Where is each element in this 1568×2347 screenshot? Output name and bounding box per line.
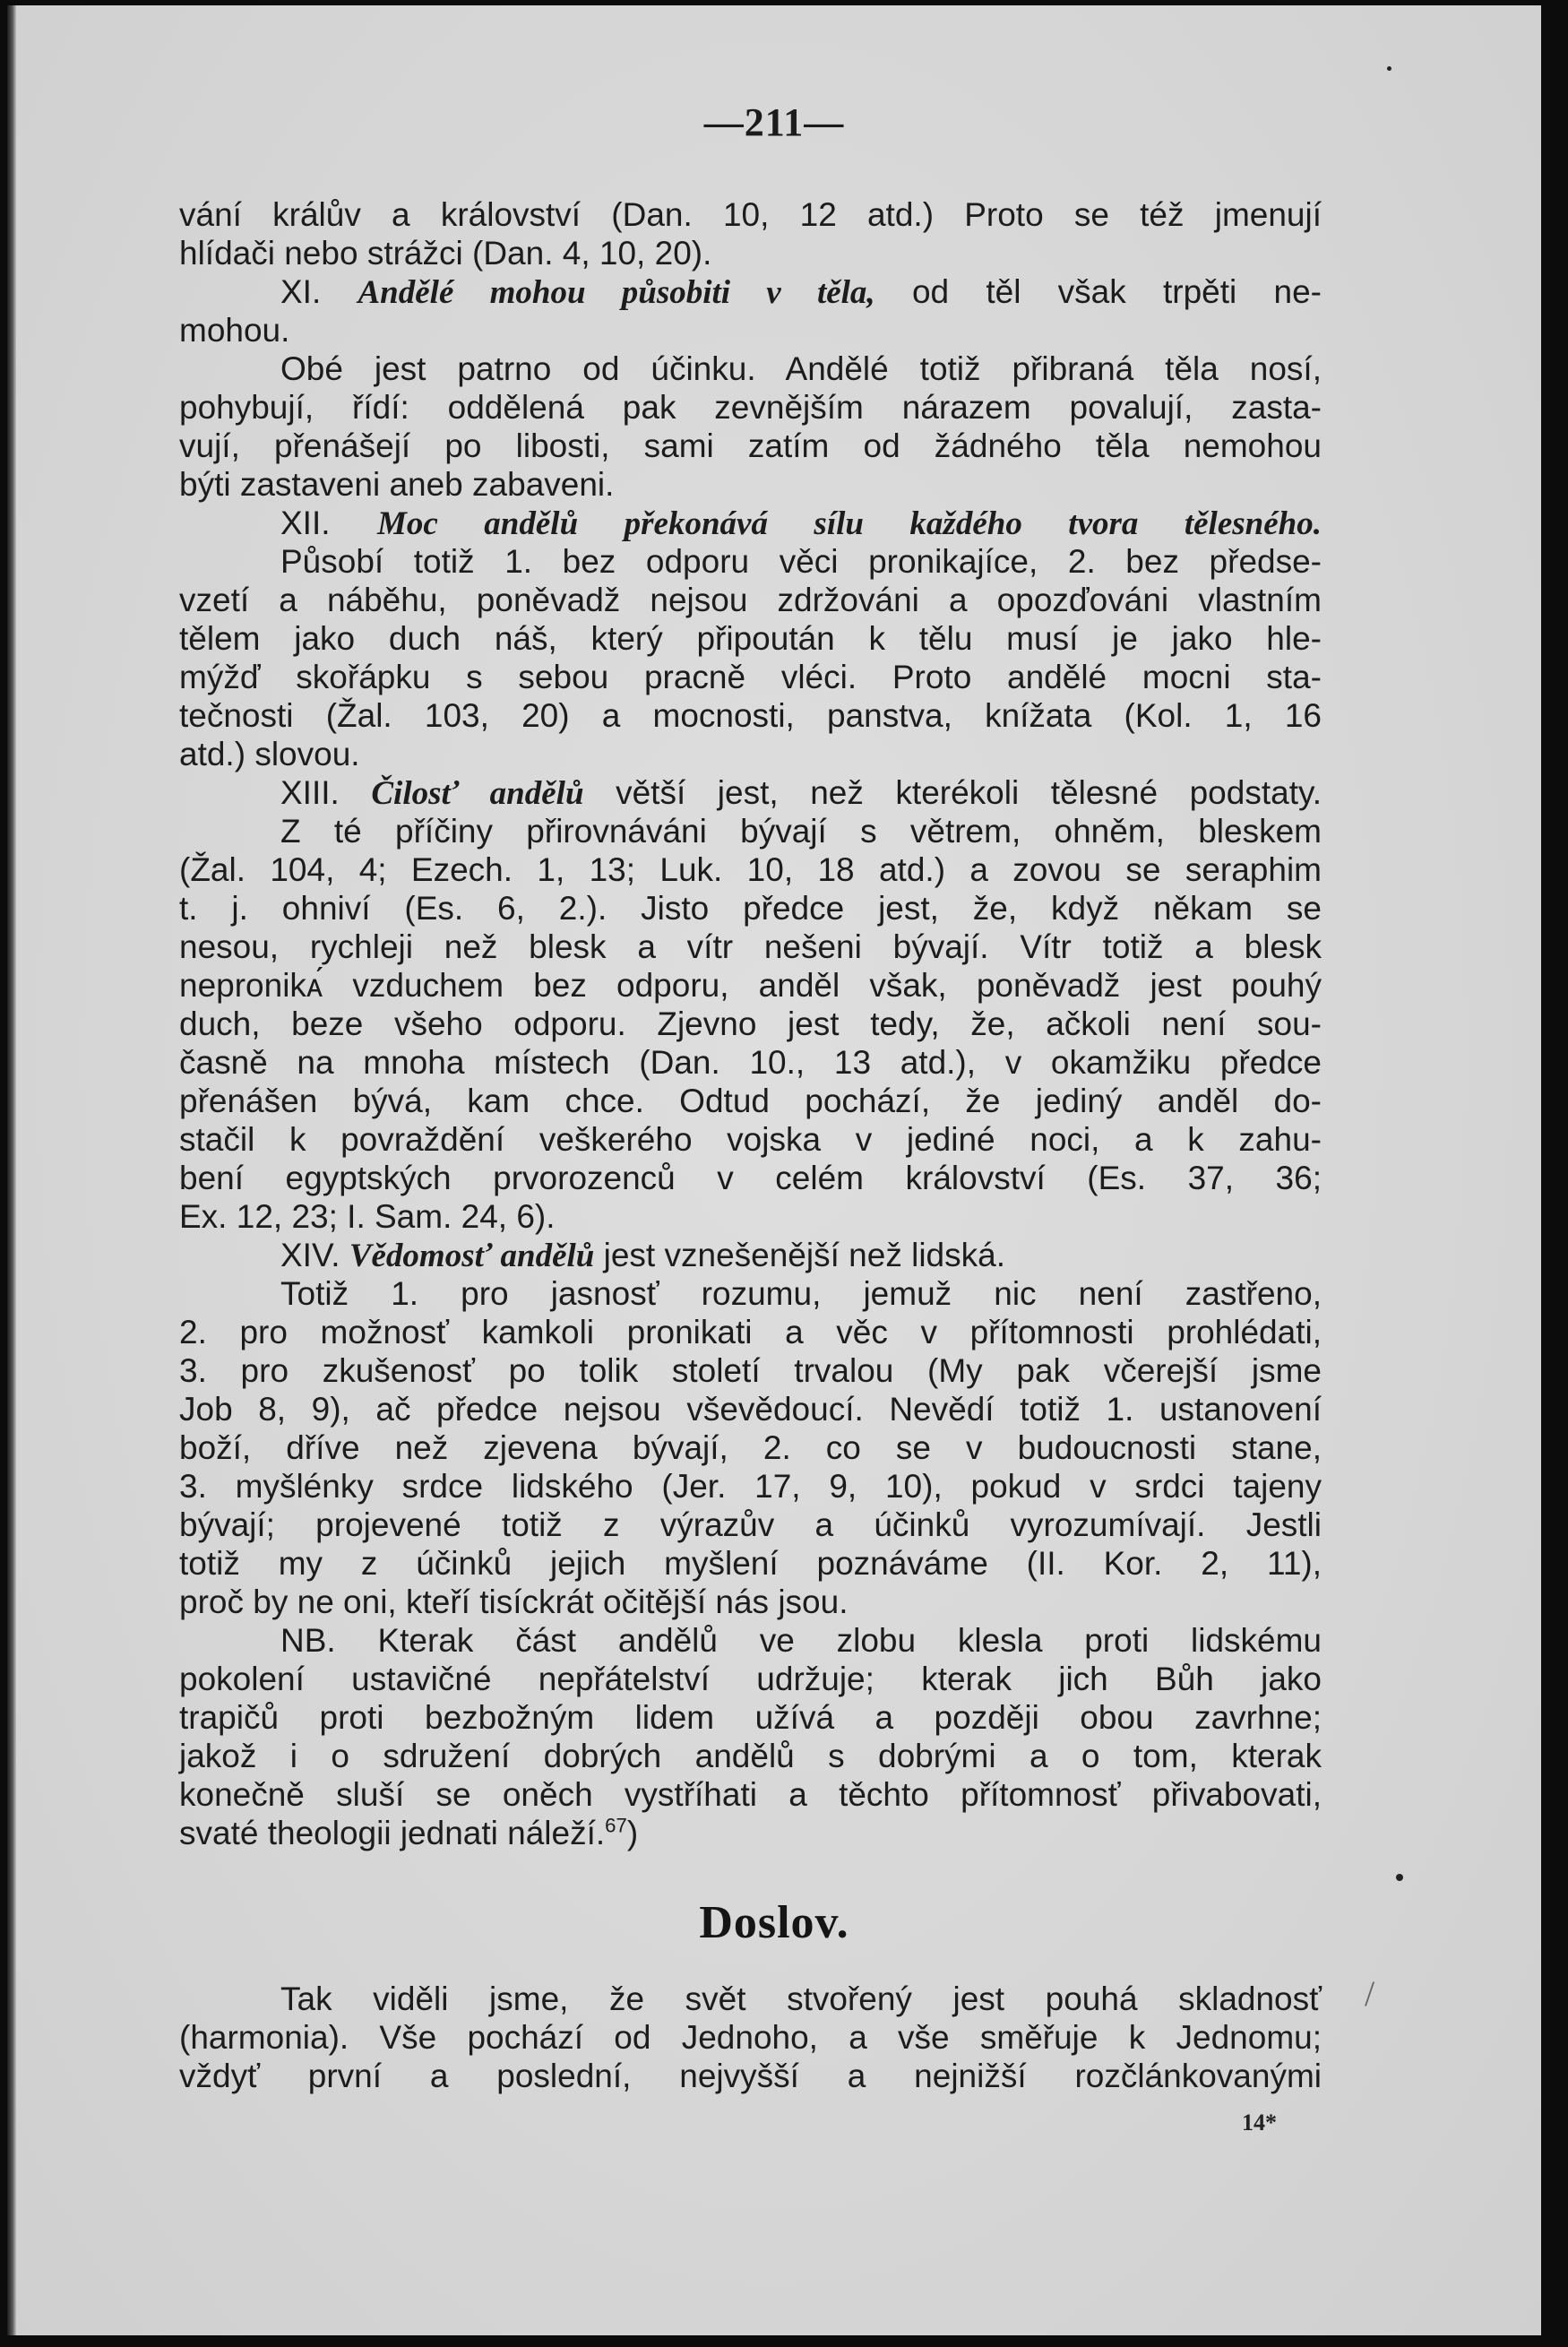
text-line: duch, beze všeho odporu. Zjevno jest tedy, že, ačkoli není sou- [179, 1005, 1322, 1042]
text-line: mýžď skořápku s sebou pracně vléci. Proto andělé mocni sta- [179, 659, 1322, 695]
margin-pencil-mark: / [1365, 1973, 1375, 2014]
text-line: atd.) slovou. [179, 736, 360, 772]
text-line: Job 8, 9), ač předce nejsou vševědoucí. Nevědí totiž 1. ustanovení [179, 1391, 1322, 1428]
text-line: vzetí a náběhu, poněvadž nejsou zdržováni a opozďováni vlastním [179, 582, 1322, 618]
text-line: vání králův a království (Dan. 10, 12 atd.) Proto se též jmenují [179, 196, 1322, 233]
section-xiii [179, 773, 1322, 812]
footnote-ref: 67 [605, 1814, 627, 1837]
italic-phrase: Moc andělů překonává sílu každého tvora tělesného. [377, 505, 1322, 542]
text-line: Tak viděli jsme, že svět stvořený jest pouhá skladnosť [280, 1980, 1322, 2017]
italic-phrase: Vědomosť andělů [349, 1238, 595, 1274]
text-line: nepronikᴀ́ vzduchem bez odporu, anděl však, poněvadž jest pouhý [179, 967, 1322, 1004]
text-line: pokolení ustavičné nepřátelství udržuje; kterak jich Bůh jako [179, 1661, 1322, 1697]
page-binding-edge [7, 5, 16, 2335]
signature-mark: 14* [1242, 2110, 1277, 2136]
text-line: přenášen bývá, kam chce. Odtud pochází, že jediný anděl do- [179, 1083, 1322, 1119]
text-line: býti zastaveni aneb zabaveni. [179, 466, 615, 503]
text-line: 3. myšlénky srdce lidského (Jer. 17, 9, 10), pokud v srdci tajeny [179, 1468, 1322, 1505]
section-xiv [179, 1236, 1322, 1274]
italic-phrase: Andělé mohou působiti v těla, [358, 274, 875, 311]
text-run: XII. [280, 505, 378, 541]
text-line: Z té příčiny přirovnáváni bývají s větrem, ohněm, bleskem [280, 813, 1322, 850]
closing-text [179, 1980, 1322, 2095]
text-line: boží, dříve než zjevena bývají, 2. co se v budoucnosti stane, [179, 1429, 1322, 1466]
speck [1396, 1874, 1403, 1881]
text-line: časně na mnoha místech (Dan. 10., 13 atd.), v okamžiku předce [179, 1044, 1322, 1081]
italic-phrase: Čilosť andělů [371, 775, 584, 812]
text-line: svaté theologii jednati náleží.$^{67}$) [179, 1814, 639, 1851]
text-line: jakož i o sdružení dobrých andělů s dobrými a o tom, kterak [179, 1738, 1322, 1774]
text-line: bení egyptských prvorozenců v celém království (Es. 37, 36; [179, 1160, 1322, 1196]
text-line: Působí totiž 1. bez odporu věci pronikajíce, 2. bez předse- [280, 543, 1322, 580]
text-line: tělem jako duch náš, který připoután k tělu musí je jako hle- [179, 620, 1322, 657]
section-xii [179, 504, 1322, 542]
section-heading: Doslov. [699, 1897, 849, 1948]
text-line: Totiž 1. pro jasnosť rozumu, jemuž nic není zastřeno, [280, 1275, 1322, 1312]
text-line: tečnosti (Žal. 103, 20) a mocnosti, panstva, knížata (Kol. 1, 16 [179, 697, 1322, 734]
section-xiv-text [280, 1237, 1005, 1273]
text-line: pohybují, řídí: oddělená pak zevnějším nárazem povalují, zasta- [179, 389, 1322, 426]
text-line: Ex. 12, 23; I. Sam. 24, 6). [179, 1198, 556, 1235]
text-line: (harmonia). Vše pochází od Jednoho, a vše směřuje k Jednomu; [179, 2019, 1322, 2056]
text-line: konečně sluší se oněch vystříhati a těchto přítomnosť přivabovati, [179, 1776, 1322, 1813]
text-run: větší jest, než kterékoli tělesné podstaty. [583, 774, 1322, 811]
speck [1387, 66, 1391, 71]
text-line: (Žal. 104, 4; Ezech. 1, 13; Luk. 10, 18 atd.) a zovou se seraphim [179, 851, 1322, 888]
text-line: mohou. [179, 312, 290, 349]
text-line: 3. pro zkušenosť po tolik století trvalou (My pak včerejší jsme [179, 1352, 1322, 1389]
text-line: trapičů proti bezbožným lidem užívá a později obou zavrhne; [179, 1699, 1322, 1736]
text-line: Obé jest patrno od účinku. Andělé totiž přibraná těla nosí, [280, 350, 1322, 387]
text-line: totiž my z účinků jejich myšlení poznáváme (II. Kor. 2, 11), [179, 1545, 1322, 1582]
scanned-page [7, 5, 1541, 2335]
text-line: vují, přenášejí po libosti, sami zatím od žádného těla nemohou [179, 427, 1322, 464]
text-run: XIII. [280, 774, 372, 811]
text-line: proč by ne oni, kteří tisíckrát očitější nás jsou. [179, 1583, 849, 1620]
text-line: 2. pro možnosť kamkoli pronikati a věc v přítomnosti prohlédati, [179, 1314, 1322, 1350]
text-line: stačil k povraždění veškerého vojska v jediné noci, a k zahu- [179, 1121, 1322, 1158]
page-number: —211— [703, 100, 845, 144]
text-line: vždyť první a poslední, nejvyšší a nejnižší rozčlánkovanými [179, 2058, 1322, 2094]
text-line: hlídači nebo strážci (Dan. 4, 10, 20). [179, 235, 712, 272]
text-line: nesou, rychleji než blesk a vítr nešeni bývají. Vítr totiž a blesk [179, 928, 1322, 965]
text-run: XIV. [280, 1237, 349, 1273]
text-run: od těl však trpěti ne- [874, 273, 1322, 310]
text-run: XI. [280, 273, 358, 310]
text-line: t. j. ohniví (Es. 6, 2.). Jisto předce jest, že, když někam se [179, 890, 1322, 927]
section-xii-text [280, 505, 1322, 541]
text-line: bývají; projevené totiž z výrazův a účinků vyrozumívají. Jestli [179, 1506, 1322, 1543]
section-xi [179, 272, 1322, 311]
text-run: jest vznešenější než lidská. [594, 1237, 1005, 1273]
section-xi-text [280, 273, 1322, 310]
nb-paragraph: NB. Kterak část andělů ve zlobu klesla proti lidskému [280, 1622, 1322, 1659]
body-text [179, 195, 1322, 1852]
section-xiii-text [280, 774, 1322, 811]
